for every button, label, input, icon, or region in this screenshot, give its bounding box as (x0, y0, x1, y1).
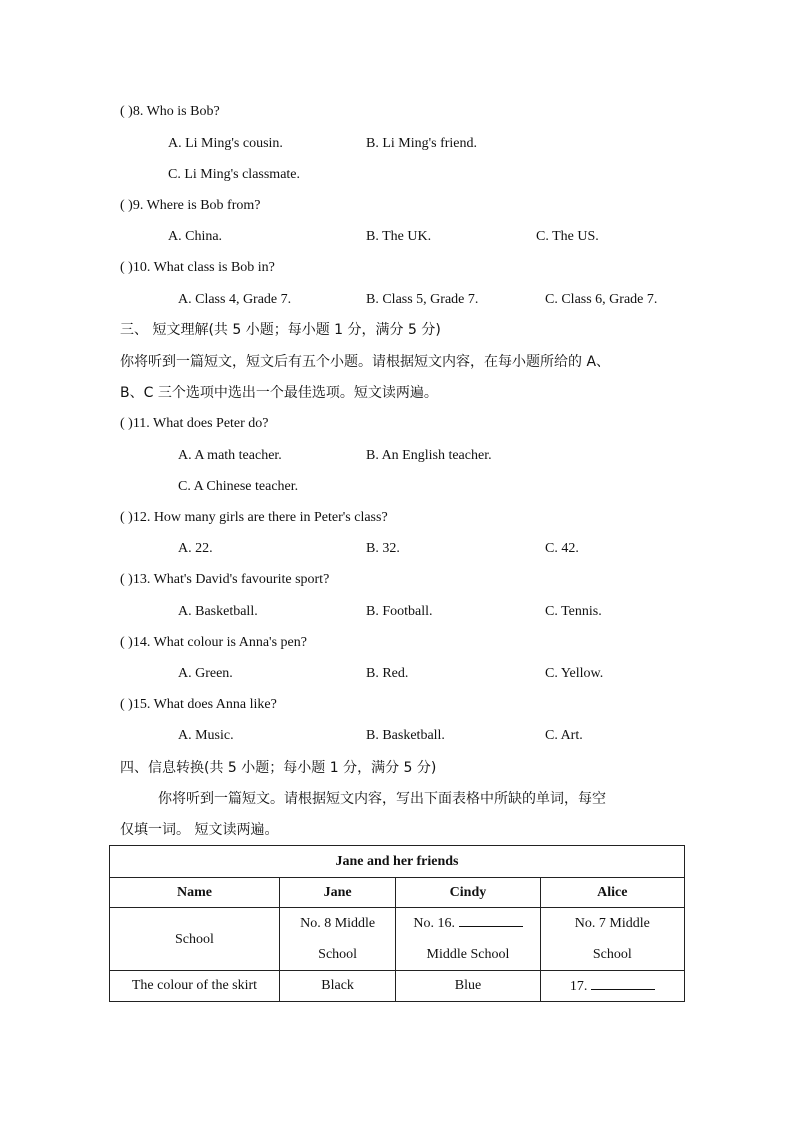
table-header-name: Name (110, 878, 280, 908)
option-11a: A. A math teacher. (178, 448, 282, 463)
question-10: ( )10. What class is Bob in? (120, 260, 275, 275)
cell-skirt-cindy: Blue (396, 971, 540, 1002)
option-12c: C. 42. (545, 541, 579, 556)
answer-blank-16[interactable] (459, 914, 523, 927)
option-8c: C. Li Ming's classmate. (168, 167, 301, 182)
option-10c: C. Class 6, Grade 7. (545, 292, 658, 307)
cell-skirt-jane: Black (279, 971, 395, 1002)
question-8: ( )8. Who is Bob? (120, 104, 220, 119)
section-4-heading: 四、信息转换(共 5 小题；每小题 1 分，满分 5 分) (120, 760, 437, 776)
question-15: ( )15. What does Anna like? (120, 697, 277, 712)
option-15b: B. Basketball. (366, 728, 445, 743)
question-12: ( )12. How many girls are there in Peter's class? (120, 510, 388, 525)
section-3-heading: 三、 短文理解(共 5 小题；每小题 1 分，满分 5 分) (120, 322, 441, 338)
question-13: ( )13. What's David's favourite sport? (120, 572, 330, 587)
cell-school-alice-line2: School (592, 947, 632, 962)
option-15c: C. Art. (545, 728, 583, 743)
row-label-school: School (110, 908, 280, 971)
option-10a: A. Class 4, Grade 7. (178, 292, 292, 307)
option-8b: B. Li Ming's friend. (366, 136, 478, 151)
info-table (109, 845, 685, 1002)
cell-school-cindy-line1: No. 16. (413, 916, 456, 931)
row-label-skirt: The colour of the skirt (110, 971, 280, 1002)
cell-school-cindy-line2: Middle School (426, 947, 510, 962)
table-header-cindy: Cindy (396, 878, 540, 908)
option-14a: A. Green. (178, 666, 233, 681)
cell-school-jane-line1: No. 8 Middle (300, 916, 376, 931)
section-4-instruction-1: 你将听到一篇短文。请根据短文内容，写出下面表格中所缺的单词，每空 (158, 791, 606, 807)
question-14: ( )14. What colour is Anna's pen? (120, 635, 307, 650)
option-8a: A. Li Ming's cousin. (168, 136, 283, 151)
question-11: ( )11. What does Peter do? (120, 416, 269, 431)
answer-blank-17[interactable] (591, 977, 655, 990)
option-12a: A. 22. (178, 541, 213, 556)
table-title: Jane and her friends (110, 846, 685, 878)
option-13b: B. Football. (366, 604, 433, 619)
section-3-instruction-2: B、C 三个选项中选出一个最佳选项。短文读两遍。 (120, 385, 438, 401)
option-11b: B. An English teacher. (366, 448, 492, 463)
option-15a: A. Music. (178, 728, 234, 743)
cell-school-cindy (396, 908, 540, 971)
question-9: ( )9. Where is Bob from? (120, 198, 261, 213)
cell-skirt-alice (540, 971, 684, 1002)
option-14b: B. Red. (366, 666, 409, 681)
cell-skirt-alice-label: 17. (569, 979, 588, 994)
cell-school-alice-line1: No. 7 Middle (574, 916, 650, 931)
option-9b: B. The UK. (366, 229, 432, 244)
cell-school-alice (540, 908, 684, 971)
cell-school-jane-line2: School (318, 947, 358, 962)
option-10b: B. Class 5, Grade 7. (366, 292, 479, 307)
cell-school-jane (279, 908, 395, 971)
table-header-alice: Alice (540, 878, 684, 908)
option-9c: C. The US. (536, 229, 599, 244)
section-4-instruction-2: 仅填一词。 短文读两遍。 (120, 822, 279, 838)
section-3-instruction-1: 你将听到一篇短文，短文后有五个小题。请根据短文内容，在每小题所给的 A、 (120, 354, 611, 370)
option-11c: C. A Chinese teacher. (178, 479, 299, 494)
option-13a: A. Basketball. (178, 604, 258, 619)
option-12b: B. 32. (366, 541, 400, 556)
table-header-jane: Jane (279, 878, 395, 908)
option-14c: C. Yellow. (545, 666, 604, 681)
option-9a: A. China. (168, 229, 223, 244)
option-13c: C. Tennis. (545, 604, 602, 619)
